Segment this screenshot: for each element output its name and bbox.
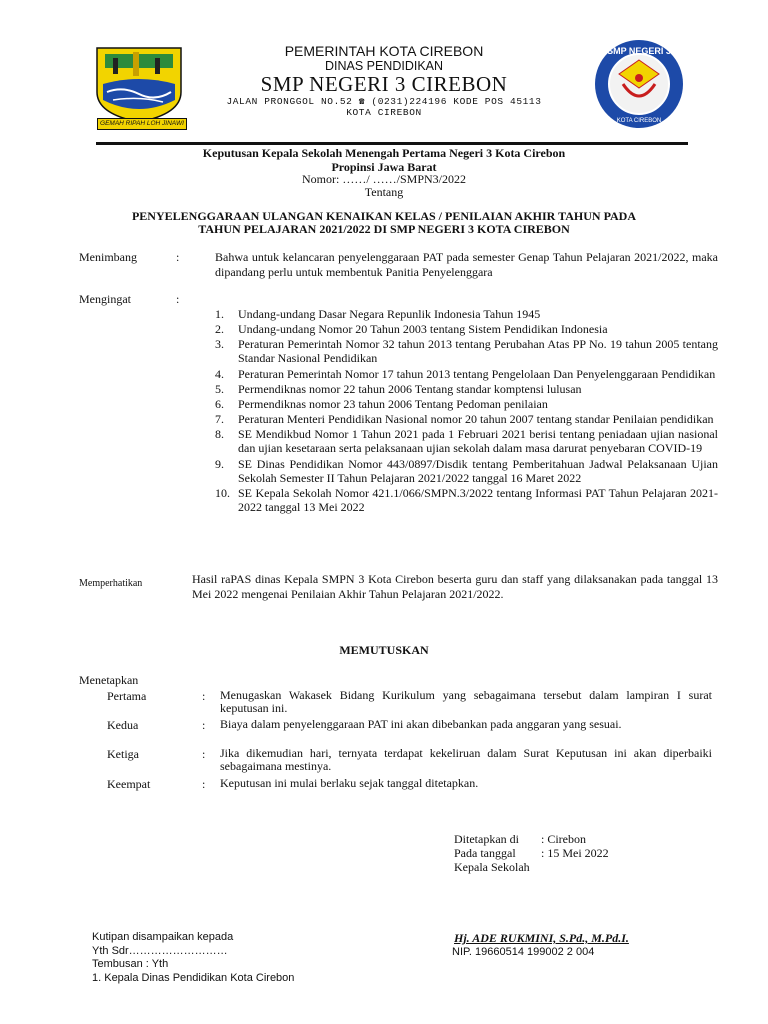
- kedua-label: Kedua: [107, 718, 139, 732]
- decree-title: Keputusan Kepala Sekolah Menengah Pertama Negeri 3 Kota Cirebon: [202, 146, 566, 160]
- list-item: 5. Permendiknas nomor 22 tahun 2006 Tentang standar komptensi lulusan: [215, 381, 582, 396]
- place-value: : Cirebon: [541, 832, 586, 846]
- pertama-colon: :: [202, 689, 206, 703]
- pertama-text: Menugaskan Wakasek Bidang Kurikulum yang sebagaimana tersebut dalam lampiran I surat keputusan ini.: [220, 688, 712, 715]
- mengingat-colon: :: [176, 292, 180, 306]
- department-name: DINAS PENDIDIKAN: [324, 59, 444, 73]
- menimbang-label: Menimbang: [79, 250, 137, 264]
- distribution-line3: Tembusan : Yth: [92, 958, 169, 970]
- signer-role: Kepala Sekolah: [454, 860, 530, 874]
- list-item: 7. Peraturan Menteri Pendidikan Nasional nomor 20 tahun 2007 tentang standar Penilaian pendidikan: [215, 412, 714, 427]
- distribution-line2: Yth Sdr………………………: [92, 945, 228, 957]
- keempat-text: Keputusan ini mulai berlaku sejak tanggal ditetapkan.: [220, 776, 479, 790]
- menetapkan-label: Menetapkan: [79, 673, 139, 687]
- signer-nip: NIP. 19660514 199002 2 004: [452, 946, 595, 958]
- menimbang-colon: :: [176, 250, 180, 264]
- pertama-label: Pertama: [107, 689, 147, 703]
- government-name: PEMERINTAH KOTA CIREBON: [284, 43, 484, 59]
- memperhatikan-label: Memperhatikan: [79, 578, 143, 589]
- ketiga-text: Jika dikemudian hari, ternyata terdapat kekeliruan dalam Surat Keputusan ini akan diperbaiki sebagaimana mestinya.: [220, 746, 712, 773]
- school-name: SMP NEGERI 3 CIREBON: [260, 72, 508, 96]
- mengingat-list: [215, 307, 718, 515]
- list-item: 9. SE Dinas Pendidikan Nomor 443/0897/Disdik tentang Pemberitahuan Jadwal Pelaksanaan Ujian Sekolah Semester II Tahun Pelajaran 2021/2022 tanggal 16 Maret 2022: [215, 456, 718, 485]
- svg-text:SMP NEGERI 3: SMP NEGERI 3: [607, 46, 671, 56]
- svg-text:KOTA CIREBON: KOTA CIREBON: [616, 118, 662, 124]
- memperhatikan-text: Hasil raPAS dinas Kepala SMPN 3 Kota Cirebon beserta guru dan staff yang dilaksanakan pada tanggal 13 Mei 2022 mengenai Penilaian Akhir Tahun Pelajaran 2021/2022.: [192, 572, 718, 601]
- header-rule: [96, 142, 688, 145]
- keempat-label: Keempat: [107, 777, 151, 791]
- memutuskan-heading: MEMUTUSKAN: [339, 643, 429, 657]
- distribution-line1: Kutipan disampaikan kepada: [92, 931, 234, 943]
- logo-motto-ribbon: GEMAH RIPAH LOH JINAWI: [97, 118, 187, 130]
- list-item: 3. Peraturan Pemerintah Nomor 32 tahun 2013 tentang Perubahan Atas PP No. 19 tahun 2005 tentang Standar Nasional Pendidikan: [215, 337, 718, 366]
- date-value: : 15 Mei 2022: [541, 846, 609, 860]
- ketiga-label: Ketiga: [107, 747, 139, 761]
- signer-name: Hj. ADE RUKMINI, S.Pd., M.Pd.I.: [454, 931, 629, 945]
- decree-subject-line1: PENYELENGGARAAN ULANGAN KENAIKAN KELAS / PENILAIAN AKHIR TAHUN PADA: [131, 209, 637, 223]
- school-city: KOTA CIREBON: [346, 107, 422, 118]
- keempat-colon: :: [202, 777, 206, 791]
- school-address: JALAN PRONGGOL NO.52 ☎ (0231)224196 KODE POS 45113: [226, 96, 542, 107]
- distribution-line4: 1. Kepala Dinas Pendidikan Kota Cirebon: [92, 972, 295, 984]
- list-item: 10. SE Kepala Sekolah Nomor 421.1/066/SMPN.3/2022 tentang Informasi PAT Tahun Pelajaran 2021-2022 tanggal 13 Mei 2022: [215, 485, 718, 514]
- kedua-colon: :: [202, 718, 206, 732]
- ketiga-colon: :: [202, 747, 206, 761]
- kedua-text: Biaya dalam penyelenggaraan PAT ini akan dibebankan pada anggaran yang sesuai.: [220, 717, 622, 731]
- list-item: 8. SE Mendikbud Nomor 1 Tahun 2021 pada 1 Februari 2021 berisi tentang peniadaan ujian nasional dan ujian kesetaraan serta pelaksanaan ujian sekolah dalam masa darurat penyebaran COVID-19: [215, 427, 718, 456]
- list-item: 6. Permendiknas nomor 23 tahun 2006 Tentang Pedoman penilaian: [215, 396, 548, 411]
- decree-subject-line2: TAHUN PELAJARAN 2021/2022 DI SMP NEGERI 3 KOTA CIREBON: [198, 222, 570, 236]
- list-item: 4. Peraturan Pemerintah Nomor 17 tahun 2013 tentang Pengelolaan Dan Penyelenggaraan Pendidikan: [215, 366, 716, 381]
- list-item: 2. Undang-undang Nomor 20 Tahun 2003 tentang Sistem Pendidikan Indonesia: [215, 322, 608, 337]
- menimbang-text: Bahwa untuk kelancaran penyelenggaraan PAT pada semester Genap Tahun Pelajaran 2021/2022, maka dipandang perlu untuk membentuk Panitia Penyelenggara: [215, 250, 718, 279]
- mengingat-label: Mengingat: [79, 292, 131, 306]
- place-label: Ditetapkan di: [454, 832, 519, 846]
- decree-province: Propinsi Jawa Barat: [331, 160, 437, 174]
- decree-number: Nomor: ……/ ……/SMPN3/2022: [301, 172, 466, 186]
- date-label: Pada tanggal: [454, 846, 516, 860]
- list-item: 1. Undang-undang Dasar Negara Repunlik Indonesia Tahun 1945: [215, 307, 541, 321]
- decree-about: Tentang: [364, 185, 404, 199]
